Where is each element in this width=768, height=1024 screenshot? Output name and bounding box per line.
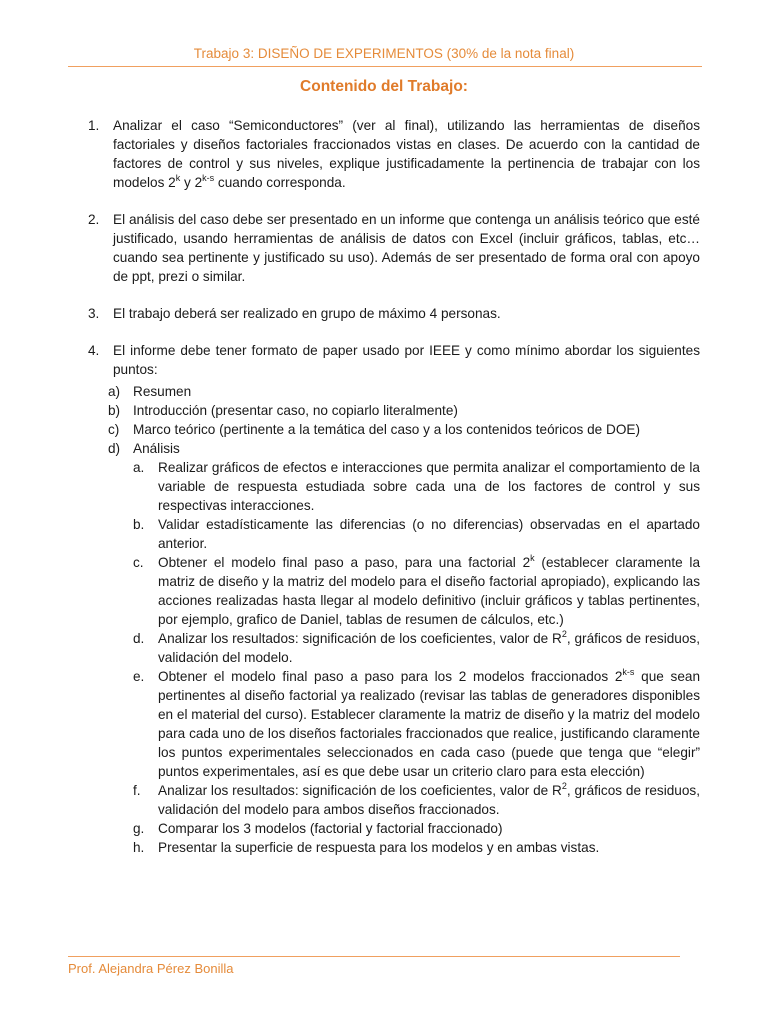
analysis-text: Validar estadísticamente las diferencias (o no diferencias) observadas en el apartado anterior. bbox=[158, 517, 700, 551]
analysis-label: a. bbox=[133, 460, 145, 475]
list-item-text bbox=[113, 116, 700, 192]
list-number: 3. bbox=[88, 306, 100, 321]
header-divider bbox=[68, 66, 702, 67]
superscript: 2 bbox=[561, 781, 567, 791]
text-segment: Obtener el modelo final paso a paso, para una factorial 2 bbox=[158, 555, 531, 570]
sub-label: b) bbox=[108, 403, 121, 418]
list-number: 4. bbox=[88, 343, 100, 358]
sub-item-c bbox=[88, 420, 700, 439]
analysis-item-g bbox=[88, 819, 700, 838]
analysis-text bbox=[158, 553, 700, 629]
analysis-text: Presentar la superficie de respuesta para los modelos y en ambas vistas. bbox=[158, 840, 600, 855]
text-segment: Analizar los resultados: significación de los coeficientes, valor de R bbox=[158, 783, 562, 798]
superscript: k-s bbox=[622, 667, 635, 677]
sub-item-a bbox=[88, 382, 700, 401]
list-item-text: El informe debe tener formato de paper usado por IEEE y como mínimo abordar los siguientes puntos: bbox=[113, 343, 700, 377]
text-segment: cuando corresponda. bbox=[214, 175, 346, 190]
text-segment: (establecer claramente la matriz de diseño y la matriz del modelo para el diseño factorial apropiado), explicando las acciones realizadas hasta llegar al modelo definitivo (incluir gráficos y tablas pertinentes, por ejemplo, grafico de Daniel, tablas de resumen de cálculos, etc.) bbox=[158, 555, 701, 627]
list-item-text: El trabajo deberá ser realizado en grupo de máximo 4 personas. bbox=[113, 306, 501, 321]
sub-item-d bbox=[88, 439, 700, 458]
text-segment: que sean pertinentes al diseño factorial ya realizado (revisar las tablas de generadores disponibles en el material del curso). Establecer claramente la matriz de diseño y la matriz del modelo para cada uno de los diseños factoriales fraccionados que realice, justificando claramente los puntos experimentales seleccionados en cada caso (puede que tenga que “elegir” puntos experimentales, así es que debe usar un criterio claro para esta elección) bbox=[158, 669, 700, 779]
analysis-text bbox=[158, 781, 700, 819]
analysis-item-h bbox=[88, 838, 700, 857]
analysis-item-a bbox=[88, 458, 700, 515]
text-segment: , gráficos de residuos, validación del modelo para ambos diseños fraccionados. bbox=[158, 783, 700, 817]
list-item-2 bbox=[88, 210, 700, 286]
superscript: k bbox=[530, 553, 535, 563]
list-item-4 bbox=[88, 341, 700, 379]
analysis-text bbox=[158, 629, 700, 667]
superscript: k bbox=[175, 173, 181, 183]
analysis-label: h. bbox=[133, 840, 145, 855]
analysis-item-e bbox=[88, 667, 700, 781]
analysis-label: g. bbox=[133, 821, 145, 836]
sub-text: Resumen bbox=[133, 384, 192, 399]
analysis-text bbox=[158, 667, 700, 781]
analysis-item-c bbox=[88, 553, 700, 629]
list-item-3 bbox=[88, 304, 700, 323]
analysis-label: b. bbox=[133, 517, 145, 532]
text-segment: , gráficos de residuos, validación del modelo. bbox=[158, 631, 700, 665]
sub-text: Marco teórico (pertinente a la temática del caso y a los contenidos teóricos de DOE) bbox=[133, 422, 640, 437]
analysis-item-b bbox=[88, 515, 700, 553]
sub-label: c) bbox=[108, 422, 120, 437]
analysis-item-f bbox=[88, 781, 700, 819]
list-number: 1. bbox=[88, 118, 100, 133]
footer-divider bbox=[68, 956, 680, 957]
text-segment: Analizar el caso “Semiconductores” (ver al final), utilizando las herramientas de diseños factoriales y diseños factoriales fraccionados vistas en clases. De acuerdo con la cantidad de factores de control y sus niveles, explique justificadamente la pertinencia de trabajar con los modelos 2 bbox=[113, 118, 700, 190]
list-item-text: El análisis del caso debe ser presentado en un informe que contenga un análisis teórico que esté justificado, usando herramientas de análisis de datos con Excel (incluir gráficos, tablas, etc… cuando sea pertinente y justificado su uso). Además de ser presentado de forma oral con apoyo de ppt, prezi o similar. bbox=[113, 212, 700, 284]
superscript: k-s bbox=[202, 173, 215, 183]
footer-author: Prof. Alejandra Pérez Bonilla bbox=[68, 961, 234, 976]
sub-label: a) bbox=[108, 384, 121, 399]
sub-text: Introducción (presentar caso, no copiarlo literalmente) bbox=[133, 403, 458, 418]
superscript: 2 bbox=[561, 629, 567, 639]
analysis-text: Comparar los 3 modelos (factorial y factorial fraccionado) bbox=[158, 821, 503, 836]
sub-text: Análisis bbox=[133, 441, 180, 456]
list-item-1 bbox=[88, 116, 700, 192]
sub-label: d) bbox=[108, 441, 121, 456]
analysis-label: f. bbox=[133, 783, 141, 798]
list-item-body bbox=[113, 341, 700, 379]
text-segment: y 2 bbox=[180, 175, 203, 190]
analysis-item-d bbox=[88, 629, 700, 667]
sub-item-b bbox=[88, 401, 700, 420]
running-header: Trabajo 3: DISEÑO DE EXPERIMENTOS (30% de la nota final) bbox=[193, 46, 575, 61]
analysis-label: e. bbox=[133, 669, 145, 684]
analysis-label: c. bbox=[133, 555, 144, 570]
content-list bbox=[88, 116, 700, 397]
list-number: 2. bbox=[88, 212, 100, 227]
analysis-text: Realizar gráficos de efectos e interacciones que permita analizar el comportamiento de la variable de respuesta estudiada sobre cada una de los factores de control y sus respectivas interacciones. bbox=[158, 460, 700, 513]
analysis-label: d. bbox=[133, 631, 145, 646]
text-segment: Analizar los resultados: significación de los coeficientes, valor de R bbox=[158, 631, 562, 646]
text-segment: Obtener el modelo final paso a paso para los 2 modelos fraccionados 2 bbox=[158, 669, 623, 684]
report-points-list bbox=[88, 382, 700, 857]
page-title: Contenido del Trabajo: bbox=[300, 78, 468, 95]
